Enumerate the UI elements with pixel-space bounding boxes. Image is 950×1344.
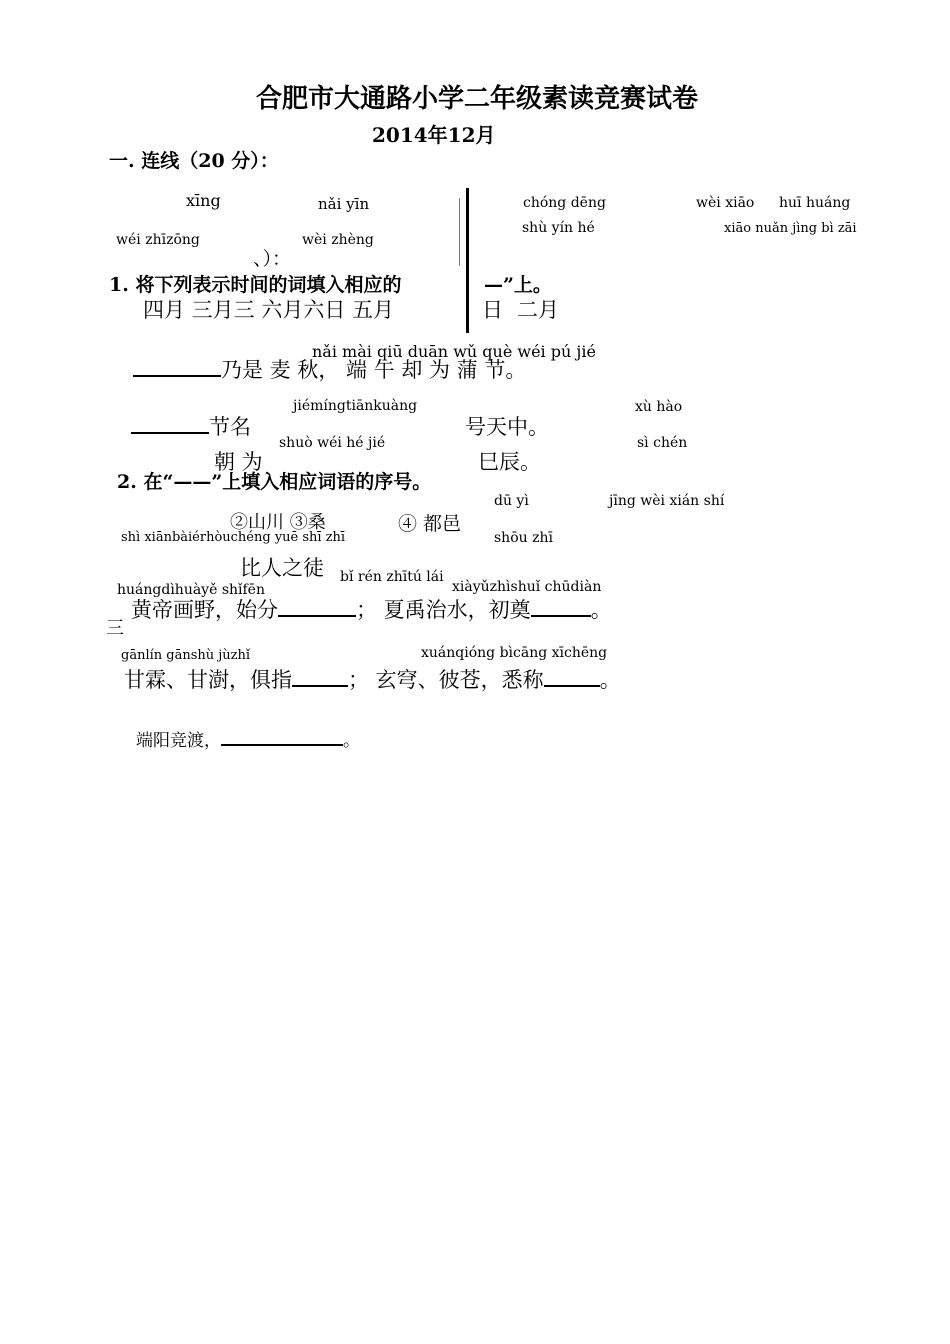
q2-line1 (131, 600, 612, 621)
pinyin-chong-deng: chóng dēng (523, 195, 606, 211)
q2-line3-period: 。 (343, 731, 360, 751)
q2-pinyin-biren: bǐ rén zhītú lái (340, 569, 444, 585)
q2-option-4: ④ 都邑 (398, 513, 462, 535)
exam-date: 2014年12月 (372, 123, 496, 147)
q1-sentence3: 朝 为 (214, 450, 263, 474)
q2-edge-mark: 三 (106, 618, 124, 639)
pinyin-wei-zhizong: wéi zhīzōng (116, 232, 200, 248)
pinyin-wei-zheng: wèi zhèng (302, 232, 374, 248)
q1-option-ri: 日 (482, 298, 503, 322)
q1-pinyin-shuowei: shuò wéi hé jié (279, 435, 386, 451)
q2-pinyin-shouzhi: shōu zhī (494, 530, 553, 546)
pinyin-xiao-nuan: xiāo nuǎn jìng bì zāi (724, 221, 857, 236)
answer-blank[interactable] (221, 743, 343, 746)
q2-pinyin-ganlin: gānlín gānshù jùzhǐ (121, 648, 251, 663)
q2-pinyin-duyi: dū yì (494, 493, 529, 509)
section1-heading: 一. 连线（20 分）： (109, 150, 279, 172)
answer-blank[interactable] (292, 684, 348, 687)
q1-sentence1-text: 乃是 麦 秋， 端 午 却 为 蒲 节。 (221, 358, 527, 382)
q1-pinyin-sichen: sì chén (637, 435, 688, 451)
q2-fragment-birenzhitu: 比人之徒 (240, 556, 324, 580)
answer-blank[interactable] (278, 614, 356, 617)
q1-sentence3-tail: 巳辰。 (478, 450, 541, 474)
q2-line1-a: 黄帝画野，始分 (131, 598, 278, 622)
q1-pinyin-xuhao: xù hào (635, 399, 683, 415)
fragment-paren: 、）： (253, 248, 292, 270)
q2-pinyin-xiayu: xiàyǔzhìshuǐ chūdiàn (452, 579, 602, 595)
pinyin-xing: xīng (186, 191, 221, 210)
q2-line2-b: ； 玄穹、彼苍，悉称 (348, 668, 544, 692)
page-title: 合肥市大通路小学二年级素读竞赛试卷 (256, 84, 699, 114)
answer-blank[interactable] (133, 374, 221, 377)
q1-option-eryue: 二月 (517, 298, 559, 322)
pinyin-shu-yin-he: shù yín hé (522, 220, 595, 236)
q2-line3-a: 端阳竞渡， (136, 731, 221, 751)
q1-heading-right: —”上。 (484, 274, 552, 296)
q2-options-fragment: ②山川 ③桑 (230, 512, 326, 533)
q1-pinyin-line: nǎi mài qiū duān wǔ què wéi pú jié (312, 342, 596, 361)
q2-pinyin-huangdi: huángdìhuàyě shǐfēn (117, 582, 265, 598)
divider-thin (459, 198, 460, 266)
answer-blank[interactable] (544, 684, 600, 687)
q2-pinyin-shixian: shì xiānbàiérhòuchéng yuē shī zhī (121, 530, 346, 545)
q2-pinyin-jingwei: jīng wèi xián shí (609, 493, 725, 509)
q2-line2 (124, 670, 621, 691)
q1-sentence1 (133, 360, 526, 381)
q2-line1-period: 。 (590, 598, 612, 622)
q2-pinyin-xuanqiong: xuánqióng bìcāng xīchēng (421, 645, 608, 661)
divider-thick (466, 188, 469, 333)
q1-sentence2 (131, 417, 251, 438)
q1-heading-left: 1. 将下列表示时间的词填入相应的 (109, 274, 402, 296)
pinyin-nai-yin: nǎi yīn (318, 195, 370, 213)
q2-heading: 2. 在“——”上填入相应词语的序号。 (117, 471, 432, 493)
pinyin-hui-huang: huī huáng (779, 195, 851, 211)
answer-blank[interactable] (531, 614, 591, 617)
q1-sentence2-tail: 号天中。 (465, 415, 549, 439)
q1-pinyin-jieming: jiémíngtiānkuàng (293, 398, 418, 414)
pinyin-wei-xiao: wèi xiāo (696, 195, 755, 211)
q2-line2-period: 。 (599, 668, 621, 692)
answer-blank[interactable] (131, 431, 209, 434)
q2-line2-a: 甘霖、甘澍，俱指 (124, 668, 292, 692)
q2-line3 (136, 733, 360, 750)
q1-sentence2-text: 节名 (209, 415, 251, 439)
q1-options: 四月 三月三 六月六日 五月 (143, 298, 395, 322)
q2-line1-b: ； 夏禹治水，初奠 (356, 598, 531, 622)
